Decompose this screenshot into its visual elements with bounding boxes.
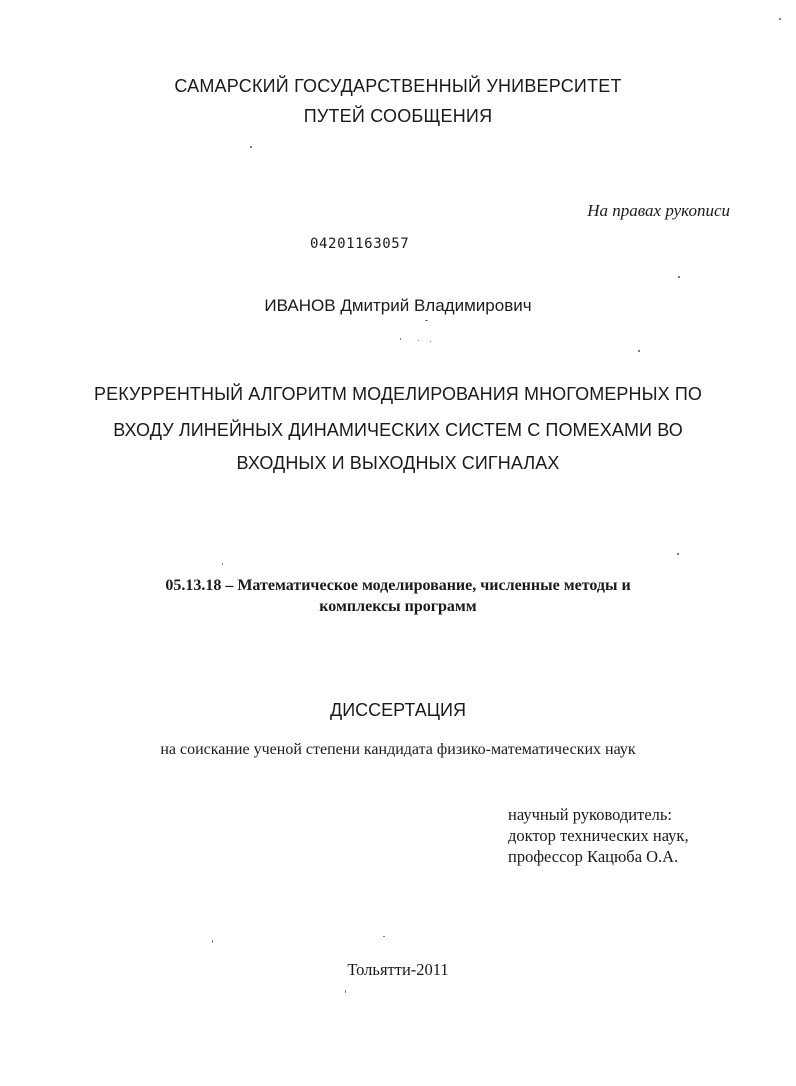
supervisor-name: профессор Кацюба О.А. — [508, 847, 679, 866]
scan-speck — [430, 341, 431, 342]
scan-speck — [779, 18, 781, 20]
rights-note: На правах рукописи — [587, 201, 730, 220]
scan-speck — [383, 936, 385, 937]
degree-statement: на соискание ученой степени кандидата физико-математических наук — [160, 741, 636, 758]
dissertation-title-line-3: ВХОДНЫХ И ВЫХОДНЫХ СИГНАЛАХ — [236, 453, 560, 473]
scan-speck — [400, 338, 401, 340]
scan-speck — [638, 350, 640, 352]
scan-speck — [345, 990, 346, 993]
university-name-line-2: ПУТЕЙ СООБЩЕНИЯ — [303, 106, 493, 126]
scan-speck — [250, 146, 252, 148]
specialty-line-2: комплексы программ — [319, 598, 477, 615]
specialty-line-1: 05.13.18 – Математическое моделирование, численные методы и — [165, 577, 631, 594]
scan-speck — [212, 940, 213, 943]
scan-speck — [418, 340, 419, 341]
author-name: ИВАНОВ Дмитрий Владимирович — [264, 296, 532, 315]
registration-code: 04201163057 — [310, 236, 410, 252]
document-type: ДИССЕРТАЦИЯ — [330, 700, 466, 720]
city-year: Тольятти-2011 — [347, 960, 449, 979]
scan-speck — [678, 276, 680, 278]
supervisor-degree: доктор технических наук, — [508, 826, 689, 845]
supervisor-label: научный руководитель: — [508, 805, 673, 824]
scan-speck — [425, 320, 428, 321]
scan-speck — [677, 553, 679, 555]
dissertation-title-line-1: РЕКУРРЕНТНЫЙ АЛГОРИТМ МОДЕЛИРОВАНИЯ МНОГОМЕРНЫХ ПО — [93, 384, 703, 404]
dissertation-title-line-2: ВХОДУ ЛИНЕЙНЫХ ДИНАМИЧЕСКИХ СИСТЕМ С ПОМЕХАМИ ВО — [113, 420, 683, 440]
university-name-line-1: САМАРСКИЙ ГОСУДАРСТВЕННЫЙ УНИВЕРСИТЕТ — [174, 76, 622, 96]
scan-speck — [222, 563, 223, 565]
